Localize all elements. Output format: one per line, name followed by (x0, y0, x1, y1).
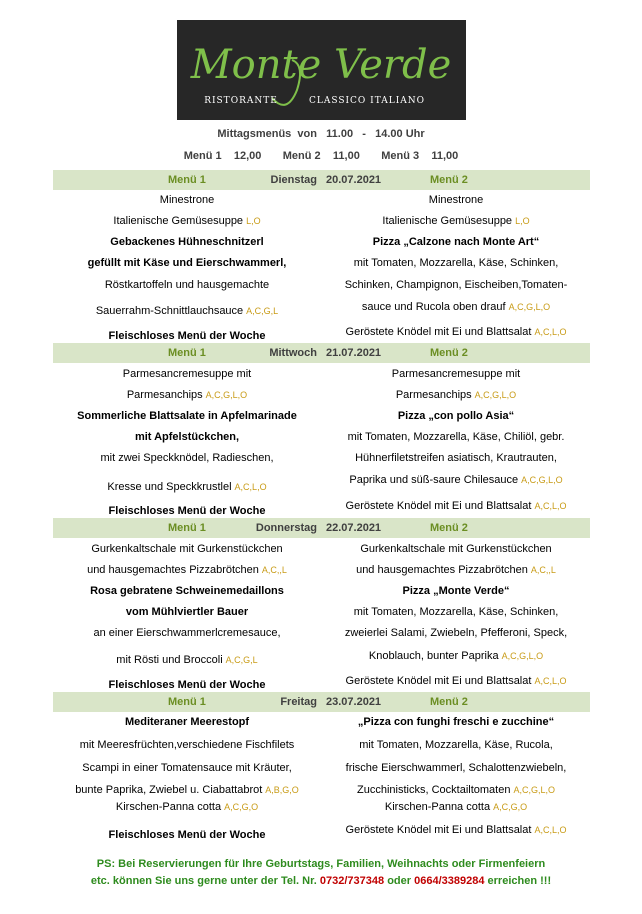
dish-text: Pizza „Monte Verde“ (402, 585, 510, 597)
menu-1-label: Menü 1 (168, 522, 206, 534)
logo-tagline-right: CLASSICO ITALIANO (308, 96, 426, 106)
dish-text: Gurkenkaltschale mit Gurkenstückchen (360, 543, 552, 555)
dish-text: Kresse und Speckkrustlel (107, 481, 232, 493)
day-header (53, 692, 590, 712)
menu-1-line (100, 452, 273, 464)
dish-text: mit zwei Speckknödel, Radieschen, (100, 452, 274, 464)
menu-1-line (105, 279, 269, 291)
day-date: 21.07.2021 (326, 347, 382, 359)
menu-2-line (392, 368, 520, 380)
menu-2-line (354, 606, 559, 618)
price-value: 12,00 (233, 150, 262, 162)
allergen-codes: A,C,L,O (534, 501, 567, 511)
dish-text: und hausgemachtes Pizzabrötchen (356, 564, 528, 576)
menu-2-line (349, 474, 562, 486)
hours-sep: - (362, 128, 366, 140)
dish-text: zweierlei Salami, Zwiebeln, Pfefferoni, Speck, (344, 627, 568, 639)
price-label: Menü 1 (183, 150, 222, 162)
allergen-codes: A,C,L,O (534, 676, 567, 686)
dish-text: Zucchinisticks, Cocktailtomaten (357, 784, 511, 796)
footer-text: oder (387, 875, 412, 887)
allergen-codes: A,C,G,L,O (513, 785, 555, 795)
menu-2-line (345, 279, 568, 291)
dish-text: Minestrone (428, 194, 484, 206)
dish-text: Scampi in einer Tomatensauce mit Kräuter, (82, 762, 292, 774)
hours-from: 11.00 (326, 128, 354, 140)
dish-text: mit Rösti und Broccoli (116, 654, 223, 666)
dish-text: Gurkenkaltschale mit Gurkenstückchen (91, 543, 283, 555)
dish-text: Knoblauch, bunter Paprika (368, 650, 499, 662)
menu-2-label: Menü 2 (430, 522, 468, 534)
dish-text: Hühnerfiletstreifen asiatisch, Krautrauten, (355, 452, 557, 464)
dish-text: Kirschen-Panna cotta (384, 801, 491, 813)
menu-2-line (346, 762, 567, 774)
dish-text: Geröstete Knödel mit Ei und Blattsalat (345, 326, 532, 338)
menu-1-line (90, 585, 284, 597)
phone-2: 0664/3389284 (414, 875, 485, 887)
dish-text: mit Tomaten, Mozzarella, Käse, Schinken, (353, 606, 559, 618)
dish-text: an einer Eierschwammerlcremesauce, (93, 627, 281, 639)
menu-2-line (345, 627, 567, 639)
menu-1-line (116, 654, 257, 666)
allergen-codes: A,C,G,L,O (474, 390, 517, 400)
menu-1-line (125, 716, 249, 728)
menu-2-line (356, 564, 556, 576)
menu-2-line (382, 215, 529, 227)
footer-line-2 (0, 875, 642, 887)
logo-script: Monte Verde (190, 42, 452, 88)
dish-text: Schinken, Champignon, Eischeiben,Tomaten- (344, 279, 568, 291)
dish-text: vom Mühlviertler Bauer (125, 606, 249, 618)
day-header (53, 170, 590, 190)
dish-text: Fleischloses Menü der Woche (108, 505, 266, 517)
menu-1-line (107, 481, 266, 493)
logo-artwork (177, 20, 466, 120)
dish-text: Fleischloses Menü der Woche (108, 330, 266, 342)
dish-text: mit Apfelstückchen, (134, 431, 240, 443)
day-name: Mittwoch (269, 347, 317, 359)
menu-2-line (346, 326, 567, 338)
allergen-codes: A,C,,L (261, 565, 287, 575)
dish-text: Italienische Gemüsesuppe (382, 215, 513, 227)
hours-to: 14.00 Uhr (375, 128, 425, 140)
menu-1-line (77, 410, 297, 422)
menu-1-line (91, 543, 282, 555)
dish-text: gefüllt mit Käse und Eierschwammerl, (87, 257, 287, 269)
menu-1-line (93, 627, 280, 639)
dish-text: Parmesanchips (395, 389, 472, 401)
menu-1-line (135, 431, 239, 443)
dish-text: Fleischloses Menü der Woche (108, 829, 266, 841)
dish-text: Gebackenes Hühneschnitzerl (110, 236, 264, 248)
dish-text: Minestrone (159, 194, 215, 206)
menu-2-line (358, 716, 554, 728)
footer-text: etc. können Sie uns gerne unter der Tel. Nr. (90, 875, 317, 887)
dish-text: Röstkartoffeln und hausgemachte (104, 279, 270, 291)
dish-text: mit Tomaten, Mozzarella, Käse, Chiliöl, gebr. (347, 431, 565, 443)
menu-2-line (355, 452, 557, 464)
menu-2-label: Menü 2 (430, 174, 468, 186)
allergen-codes: A,C,G,L,O (508, 302, 551, 312)
dish-text: Fleischloses Menü der Woche (108, 679, 266, 691)
menu-2-line (396, 389, 516, 401)
menu-2-line (362, 301, 550, 313)
logo-tagline-left: RISTORANTE (204, 96, 278, 106)
allergen-codes: A,C,G,L,O (501, 651, 544, 661)
allergen-codes: A,C,L,O (534, 825, 567, 835)
dish-text: Pizza „con pollo Asia“ (397, 410, 515, 422)
day-header (53, 343, 590, 363)
allergen-codes: A,C,L,O (534, 327, 567, 337)
menu-prices (0, 150, 642, 162)
menu-1-line (109, 330, 266, 342)
menu-2-line (346, 675, 567, 687)
menu-1-line (123, 368, 251, 380)
menu-1-label: Menü 1 (168, 696, 206, 708)
menu-1-line (116, 801, 258, 813)
restaurant-logo (177, 20, 466, 120)
allergen-codes: A,C,G,L,O (205, 390, 248, 400)
dish-text: und hausgemachtes Pizzabrötchen (87, 564, 259, 576)
day-name: Freitag (280, 696, 317, 708)
phone-1: 0732/737348 (319, 875, 385, 887)
menu-1-line (113, 215, 260, 227)
footer-text: erreichen !!! (487, 875, 552, 887)
menu-2-line (385, 801, 527, 813)
menu-1-line (109, 505, 266, 517)
allergen-codes: A,C,G,O (493, 802, 528, 812)
dish-text: Geröstete Knödel mit Ei und Blattsalat (345, 675, 532, 687)
menu-2-line (360, 543, 551, 555)
dish-text: Parmesancremesuppe mit (391, 368, 521, 380)
day-name: Dienstag (270, 174, 317, 186)
menu-2-line (346, 500, 567, 512)
menu-1-line (75, 784, 299, 796)
dish-text: Paprika und süß-saure Chilesauce (349, 474, 519, 486)
day-name: Donnerstag (255, 522, 317, 534)
dish-text: Geröstete Knödel mit Ei und Blattsalat (345, 500, 532, 512)
menu-2-line (429, 194, 483, 206)
dish-text: Kirschen-Panna cotta (115, 801, 222, 813)
dish-text: Parmesancremesuppe mit (122, 368, 252, 380)
price-label: Menü 2 (282, 150, 321, 162)
dish-text: Parmesanchips (126, 389, 203, 401)
dish-text: sauce und Rucola oben drauf (361, 301, 506, 313)
menu-1-line (126, 606, 248, 618)
menu-1-line (127, 389, 247, 401)
dish-text: frische Eierschwammerl, Schalottenzwiebeln, (345, 762, 567, 774)
price-label: Menü 3 (381, 150, 420, 162)
lunch-hours (0, 128, 642, 140)
footer-line-1 (0, 858, 642, 870)
menu-2-line (359, 739, 553, 751)
allergen-codes: A,C,G,L,O (521, 475, 563, 485)
dish-text: mit Tomaten, Mozzarella, Käse, Rucola, (359, 739, 553, 751)
dish-text: Pizza „Calzone nach Monte Art“ (372, 236, 540, 248)
dish-text: Sommerliche Blattsalate in Apfelmarinade (77, 410, 297, 422)
menu-2-line (346, 824, 567, 836)
menu-1-line (109, 679, 266, 691)
price-value: 11,00 (332, 150, 360, 162)
menu-2-line (348, 431, 565, 443)
menu-1-label: Menü 1 (168, 174, 206, 186)
day-date: 22.07.2021 (326, 522, 382, 534)
dish-text: mit Tomaten, Mozzarella, Käse, Schinken, (353, 257, 559, 269)
menu-2-line (398, 410, 514, 422)
menu-2-line (354, 257, 559, 269)
menu-2-line (357, 784, 555, 796)
dish-text: Sauerrahm-Schnittlauchsauce (95, 305, 244, 317)
menu-1-line (109, 829, 266, 841)
footer-text: PS: Bei Reservierungen für Ihre Geburtstags, Familien, Weihnachts oder Firmenfeiern (96, 858, 546, 870)
menu-1-line (87, 564, 287, 576)
allergen-codes: A,C,G,L (246, 306, 279, 316)
dish-text: „Pizza con funghi freschi e zucchine“ (357, 716, 555, 728)
menu-1-line (80, 739, 295, 751)
menu-1-line (96, 305, 278, 317)
menu-1-line (110, 236, 263, 248)
day-date: 23.07.2021 (326, 696, 382, 708)
menu-2-line (369, 650, 543, 662)
allergen-codes: A,C,L,O (234, 482, 267, 492)
menu-2-line (373, 236, 539, 248)
dish-text: Rosa gebratene Schweinemedaillons (90, 585, 284, 597)
allergen-codes: L,O (246, 216, 261, 226)
dish-text: Mediteraner Meerestopf (124, 716, 250, 728)
menu-1-line (82, 762, 292, 774)
day-date: 20.07.2021 (326, 174, 382, 186)
dish-text: Geröstete Knödel mit Ei und Blattsalat (345, 824, 532, 836)
menu-1-label: Menü 1 (168, 347, 206, 359)
allergen-codes: A,B,G,O (265, 785, 299, 795)
allergen-codes: L,O (515, 216, 530, 226)
dish-text: mit Meeresfrüchten,verschiedene Fischfilets (79, 739, 295, 751)
allergen-codes: A,C,G,L (225, 655, 258, 665)
price-value: 11,00 (431, 150, 459, 162)
dish-text: bunte Paprika, Zwiebel u. Ciabattabrot (75, 784, 263, 796)
menu-2-label: Menü 2 (430, 696, 468, 708)
menu-1-line (88, 257, 287, 269)
hours-label: Mittagsmenüs von (217, 128, 317, 140)
menu-2-line (403, 585, 510, 597)
dish-text: Italienische Gemüsesuppe (113, 215, 244, 227)
day-header (53, 518, 590, 538)
allergen-codes: A,C,G,O (224, 802, 259, 812)
menu-1-line (160, 194, 214, 206)
menu-2-label: Menü 2 (430, 347, 468, 359)
allergen-codes: A,C,,L (530, 565, 556, 575)
